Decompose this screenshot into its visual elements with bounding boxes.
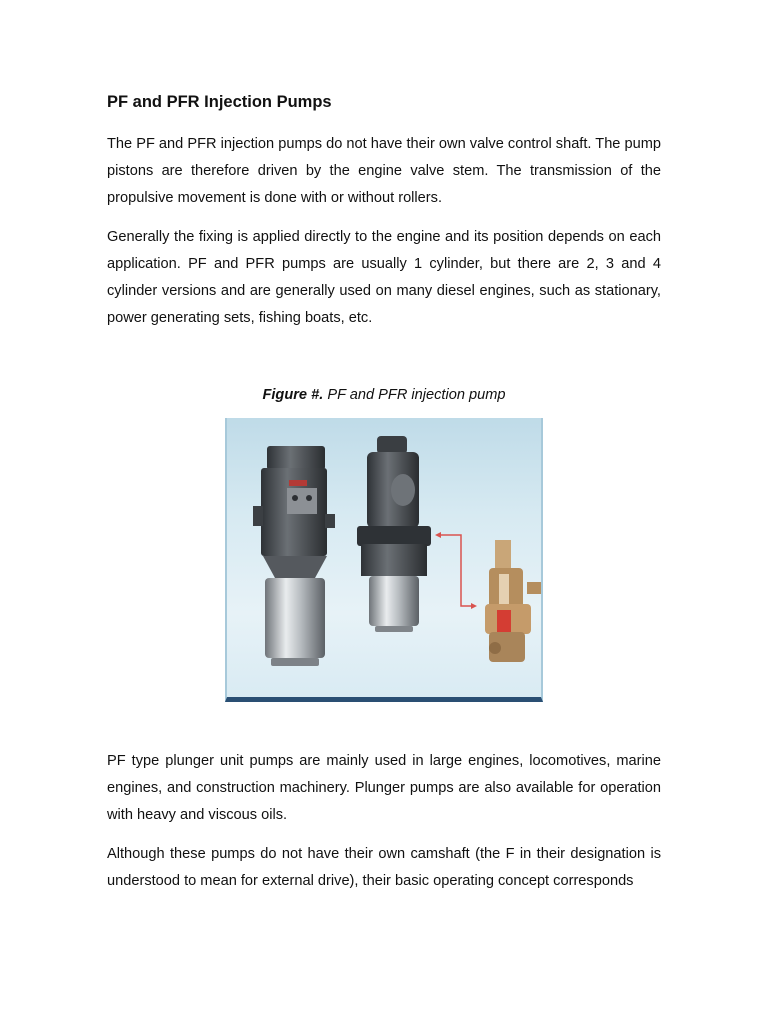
figure-caption xyxy=(107,385,661,405)
paragraph-fixing: Generally the fixing is applied directly to the engine and its position depends on each application. PF and PFR pumps are usually 1 cylinder, but there are 2, 3 and 4 cylinder versions and are generally used on many diesel engines, such as stationary, power generating sets, fishing boats, etc. xyxy=(107,229,661,326)
pump-illustration xyxy=(227,418,541,697)
paragraph-camshaft: Although these pumps do not have their own camshaft (the F in their designation is understood to mean for external drive), their basic operating concept corresponds xyxy=(107,846,661,889)
document-page xyxy=(107,90,661,907)
pf-pump-left xyxy=(253,446,335,666)
paragraph-plunger: PF type plunger unit pumps are mainly used in large engines, locomotives, marine engines, and construction machinery. Plunger pumps are also available for operation with heavy and viscous oils. xyxy=(107,753,661,823)
cutaway-pump-right xyxy=(485,540,541,662)
section-title: PF and PFR Injection Pumps xyxy=(107,93,332,111)
figure-caption-text: PF and PFR injection pump xyxy=(323,387,506,403)
pfr-pump-middle xyxy=(357,436,431,632)
paragraph-intro: The PF and PFR injection pumps do not have their own valve control shaft. The pump pistons are therefore driven by the engine valve stem. The transmission of the propulsive movement is done with or without rollers. xyxy=(107,136,661,206)
pump-photo xyxy=(225,418,543,702)
arrow-indicator xyxy=(435,532,477,609)
figure-label: Figure #. xyxy=(262,387,324,403)
